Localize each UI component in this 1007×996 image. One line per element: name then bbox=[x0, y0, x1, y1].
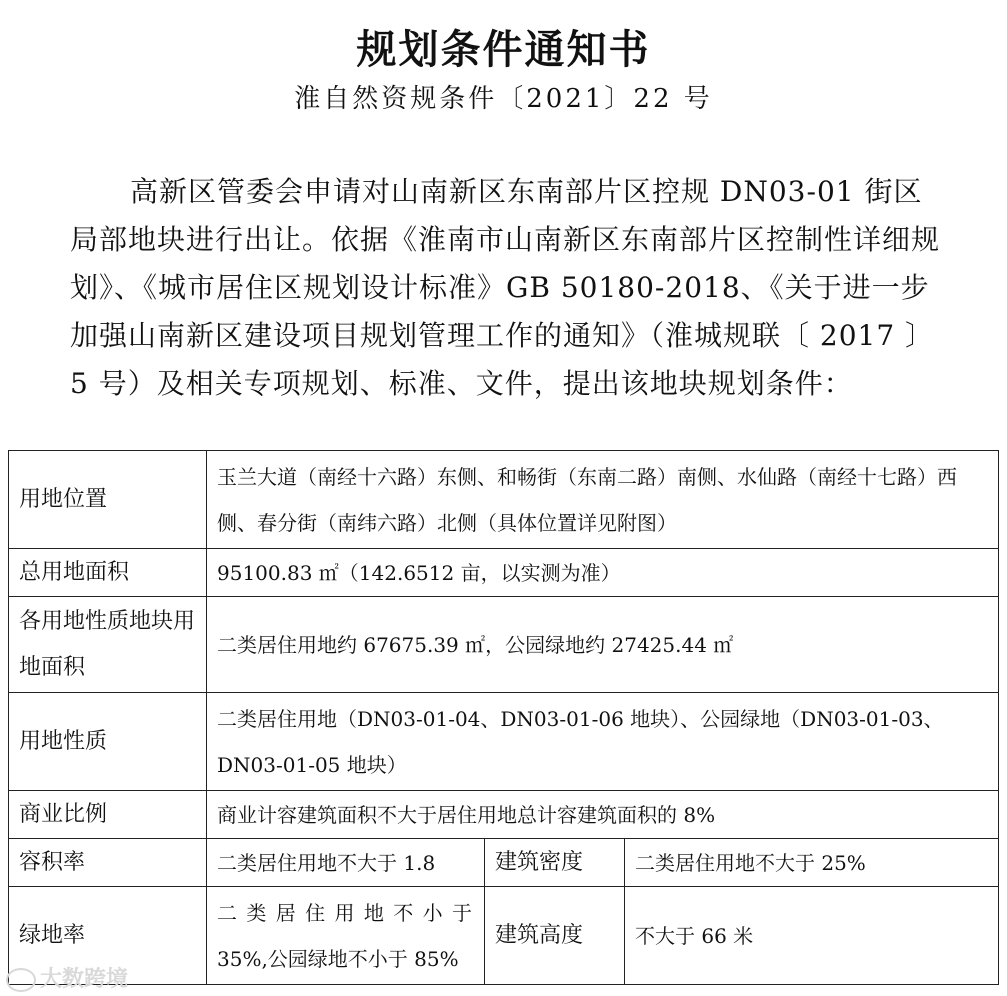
table-row bbox=[9, 549, 999, 597]
height-value: 不大于 66 米 bbox=[625, 887, 999, 985]
parcel-area-label: 各用地性质地块用地面积 bbox=[9, 597, 207, 693]
body-paragraph-text: 高新区管委会申请对山南新区东南部片区控规 DN03-01 街区局部地块进行出让。依据《淮南市山南新区东南部片区控制性详细规划》、《城市居住区规划设计标准》GB 50180-2018、《关于进一步加强山南新区建设项目规划管理工作的通知》（淮城规联〔 2017 〕5 号）及相关专项规划、标准、文件，提出该地块规划条件： bbox=[70, 175, 941, 400]
height-label: 建筑高度 bbox=[485, 887, 625, 985]
density-value: 二类居住用地不大于 25% bbox=[625, 839, 999, 887]
document-title: 规划条件通知书 bbox=[356, 27, 651, 73]
total-area-value: 95100.83 ㎡（142.6512 亩，以实测为准） bbox=[207, 549, 999, 597]
green-ratio-label: 绿地率 bbox=[9, 887, 207, 985]
weibo-logo-icon bbox=[6, 968, 36, 992]
table-row bbox=[9, 597, 999, 693]
green-ratio-value-line2: 35%,公园绿地不小于 85% bbox=[217, 946, 459, 971]
location-label: 用地位置 bbox=[9, 451, 207, 549]
parcel-area-value: 二类居住用地约 67675.39 ㎡，公园绿地约 27425.44 ㎡ bbox=[207, 597, 999, 693]
document-number: 淮自然资规条件〔2021〕22 号 bbox=[294, 84, 713, 114]
commercial-ratio-label: 商业比例 bbox=[9, 791, 207, 839]
planning-conditions-table bbox=[8, 450, 999, 985]
watermark bbox=[6, 962, 128, 993]
table-row bbox=[9, 887, 999, 985]
far-value: 二类居住用地不大于 1.8 bbox=[207, 839, 485, 887]
location-value: 玉兰大道（南经十六路）东侧、和畅街（东南二路）南侧、水仙路（南经十七路）西侧、春分街（南纬六路）北侧（具体位置详见附图） bbox=[207, 451, 999, 549]
commercial-ratio-value: 商业计容建筑面积不大于居住用地总计容建筑面积的 8% bbox=[207, 791, 999, 839]
table-row bbox=[9, 451, 999, 549]
density-label: 建筑密度 bbox=[485, 839, 625, 887]
table-row bbox=[9, 839, 999, 887]
far-label: 容积率 bbox=[9, 839, 207, 887]
watermark-text: 大数跨境 bbox=[40, 967, 129, 992]
total-area-label: 总用地面积 bbox=[9, 549, 207, 597]
table-row bbox=[9, 791, 999, 839]
green-ratio-value-line1: 二类居住用地不小于 bbox=[217, 900, 474, 925]
land-use-label: 用地性质 bbox=[9, 693, 207, 791]
table-row bbox=[9, 693, 999, 791]
land-use-value: 二类居住用地（DN03-01-04、DN03-01-06 地块）、公园绿地（DN03-01-03、DN03-01-05 地块） bbox=[207, 693, 999, 791]
body-paragraph bbox=[70, 168, 950, 408]
green-ratio-value bbox=[207, 887, 485, 985]
